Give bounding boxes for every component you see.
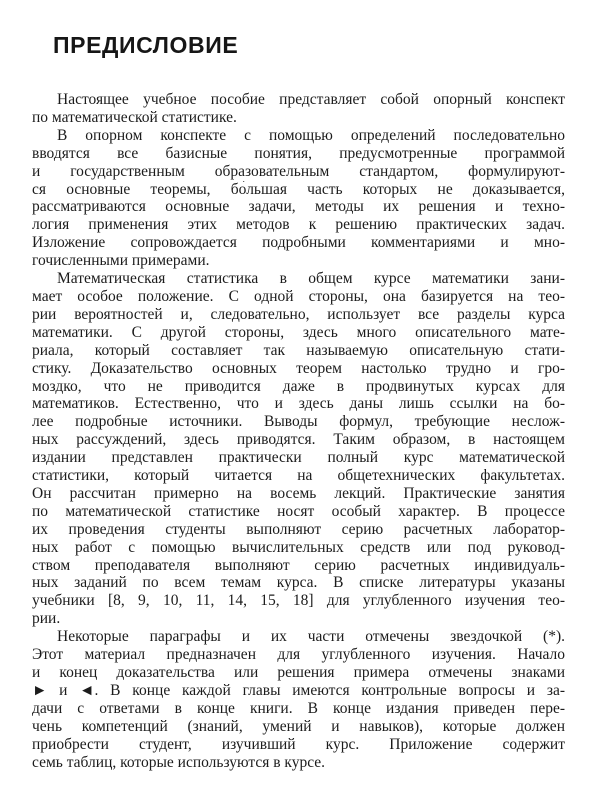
text-line: по математической статистике носят особый характер. В процессе — [32, 502, 565, 520]
text-line: статистики, который читается на общетехнических факультетах. — [32, 467, 565, 485]
text-line: вводятся все базисные понятия, предусмотренные программой — [32, 144, 565, 162]
text-line: рии. — [32, 610, 61, 628]
paragraph — [32, 127, 565, 270]
text-line: мает особое положение. С одной стороны, она базируется на тео- — [32, 287, 565, 305]
text-line: Настоящее учебное пособие представляет собой опорный конспект — [57, 91, 565, 108]
text-line: ► и ◄. В конце каждой главы имеются контрольные вопросы и за- — [32, 681, 565, 699]
text-line: лее подробные источники. Выводы формул, требующие неслож- — [32, 413, 565, 431]
text-line: рии вероятностей и, следовательно, использует все разделы курса — [32, 305, 565, 323]
text-line: Математическая статистика в общем курсе математики зани- — [57, 270, 565, 288]
text-line: ся основные теоремы, бо́льшая часть которых не доказывается, — [32, 180, 565, 198]
text-line: чень компетенций (знаний, умений и навыков), которые должен — [32, 717, 565, 735]
text-line: приобрести студент, изучивший курс. Приложение содержит — [32, 735, 565, 753]
text-line: и государственным образовательным стандартом, формулируют- — [32, 162, 565, 180]
text-line: Этот материал предназначен для углубленного изучения. Начало — [32, 646, 565, 664]
text-line: Некоторые параграфы и их части отмечены звездочкой (*). — [57, 628, 565, 646]
text-line: рассматриваются основные задачи, методы их решения и техно- — [32, 198, 565, 216]
text-line: ных заданий по всем темам курса. В списке литературы указаны — [32, 574, 565, 592]
text-line: дачи с ответами в конце книги. В конце издания приведен пере- — [32, 699, 565, 717]
text-line: В опорном конспекте с помощью определений последовательно — [57, 126, 565, 144]
paragraph — [32, 270, 565, 628]
text-line: Изложение сопровождается подробными комментариями и мно- — [32, 234, 565, 252]
text-line: математики. С другой стороны, здесь много описательного мате- — [32, 323, 565, 341]
text-line: по математической статистике. — [32, 108, 237, 126]
text-line: учебники [8, 9, 10, 11, 14, 15, 18] для углубленного изучения тео- — [32, 592, 565, 610]
text-line: ных рассуждений, здесь приводятся. Таким образом, в настоящем — [32, 431, 565, 449]
page-title: ПРЕДИСЛОВИЕ — [53, 32, 239, 58]
paragraph — [32, 628, 565, 771]
text-line: гочисленными примерами. — [32, 252, 210, 270]
preface-text — [32, 91, 565, 771]
text-line: их проведения студенты выполняют серию расчетных лаборатор- — [32, 520, 565, 538]
text-line: моздко, что не приводится даже в продвинутых курсах для — [32, 377, 565, 395]
text-line: риала, который составляет так называемую описательную стати- — [32, 341, 565, 359]
text-line: ных работ с помощью вычислительных средств или под руковод- — [32, 538, 565, 556]
text-line: семь таблиц, которые используются в курсе. — [32, 753, 326, 771]
paragraph — [32, 91, 565, 127]
text-line: ством преподавателя выполняют серию расчетных индивидуаль- — [32, 556, 565, 574]
text-line: Он рассчитан примерно на восемь лекций. Практические занятия — [32, 484, 565, 502]
text-line: издании представлен практически полный курс математической — [32, 449, 565, 467]
text-line: и конец доказательства или решения примера отмечены знаками — [32, 664, 565, 681]
text-line: стику. Доказательство основных теорем настолько трудно и гро- — [32, 359, 565, 377]
text-line: логия применения этих методов к решению практических задач. — [32, 216, 565, 234]
text-line: математиков. Естественно, что и здесь даны лишь ссылки на бо- — [32, 395, 565, 413]
